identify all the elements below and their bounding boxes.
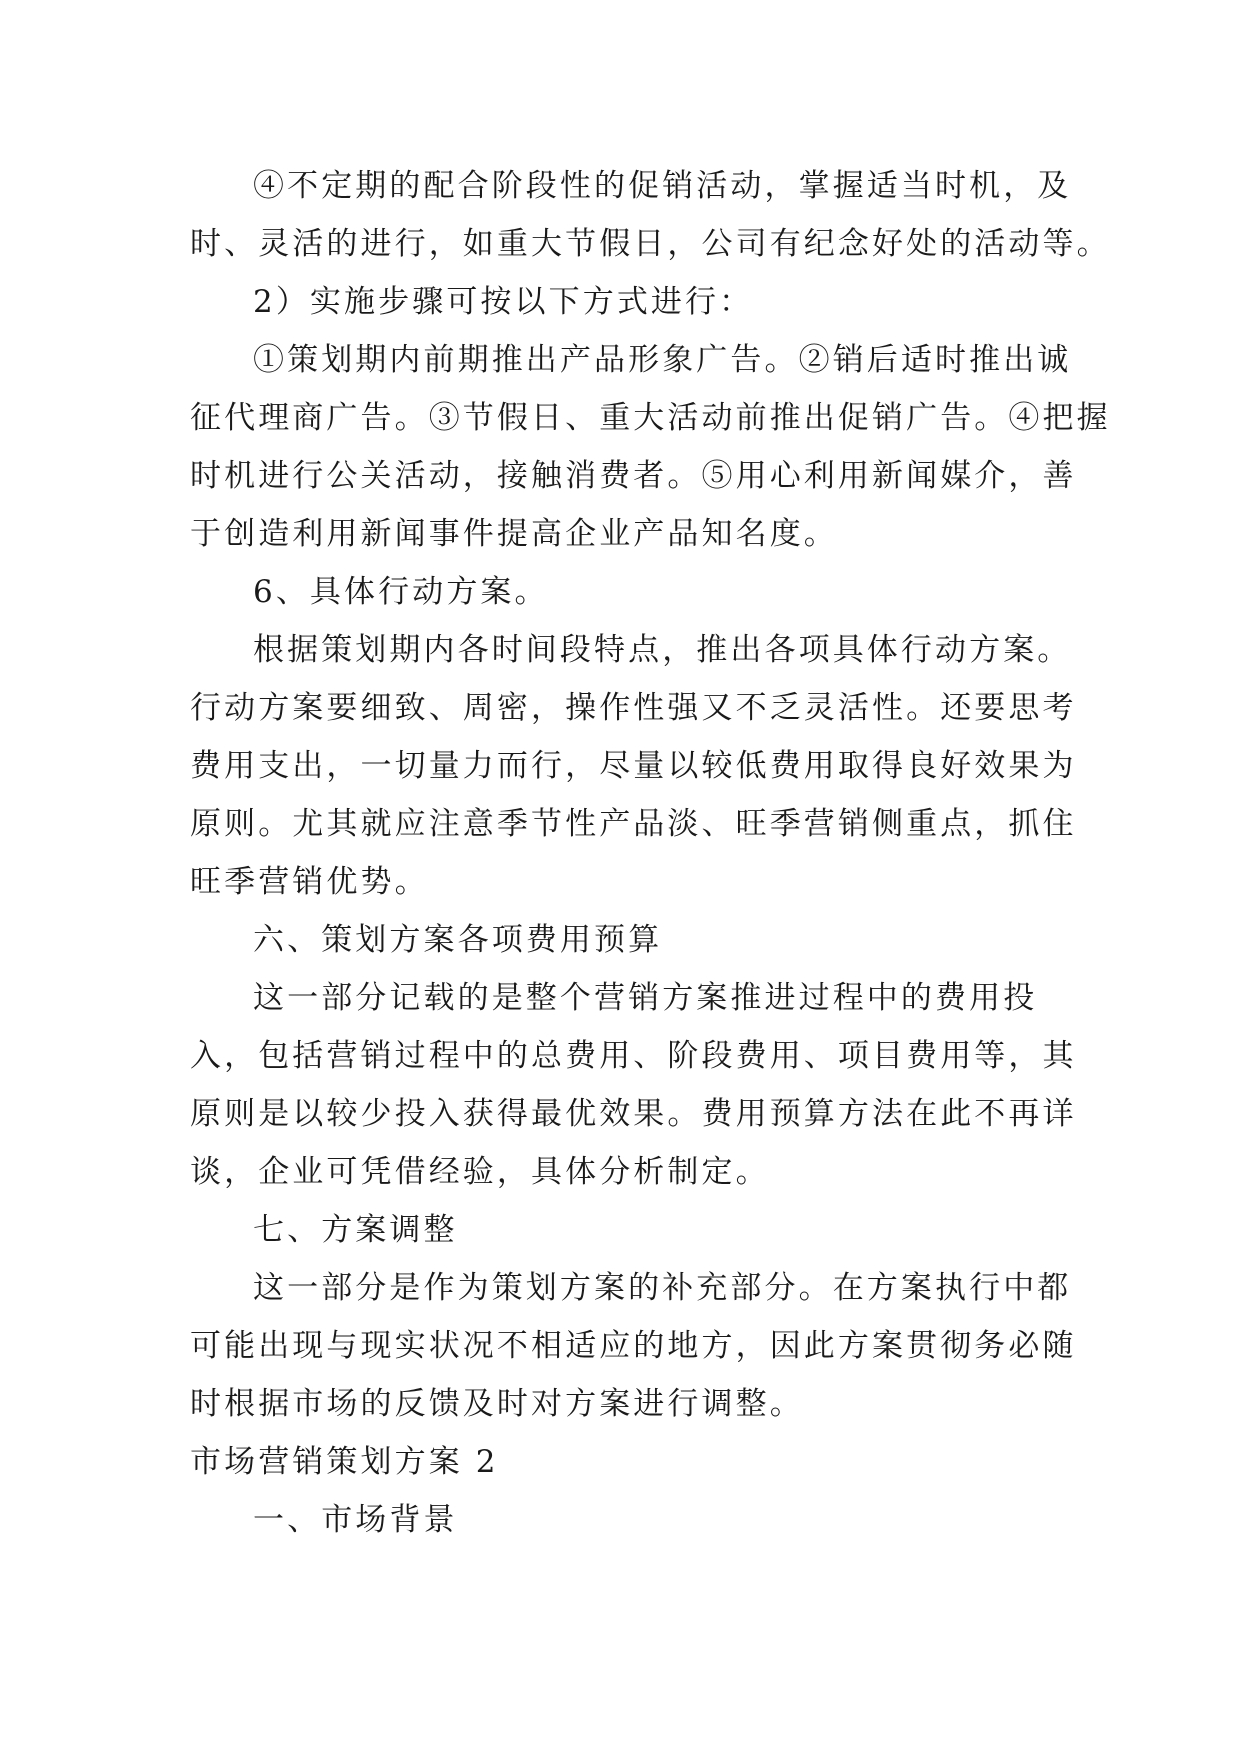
text-line: 2）实施步骤可按以下方式进行： bbox=[253, 284, 754, 320]
text-line: 时、灵活的进行，如重大节假日，公司有纪念好处的活动等。 bbox=[190, 226, 1111, 262]
text-line: 原则。尤其就应注意季节性产品淡、旺季营销侧重点，抓住 bbox=[190, 806, 1077, 842]
text-line: 时根据市场的反馈及时对方案进行调整。 bbox=[190, 1386, 804, 1422]
text-line: 费用支出，一切量力而行，尽量以较低费用取得良好效果为 bbox=[190, 748, 1077, 784]
section-heading: 一、市场背景 bbox=[253, 1502, 458, 1538]
text-line: 这一部分是作为策划方案的补充部分。在方案执行中都 bbox=[253, 1270, 1072, 1306]
section-heading: 六、策划方案各项费用预算 bbox=[253, 922, 663, 958]
text-line: 这一部分记载的是整个营销方案推进过程中的费用投 bbox=[253, 980, 1038, 1016]
text-line: 谈，企业可凭借经验，具体分析制定。 bbox=[190, 1154, 770, 1190]
text-line: 旺季营销优势。 bbox=[190, 864, 429, 900]
section-heading: 七、方案调整 bbox=[253, 1212, 458, 1248]
text-line: 根据策划期内各时间段特点，推出各项具体行动方案。 bbox=[253, 632, 1072, 668]
text-line: 征代理商广告。③节假日、重大活动前推出促销广告。④把握 bbox=[190, 400, 1111, 436]
section-heading: 6、具体行动方案。 bbox=[253, 574, 549, 610]
text-line: 于创造利用新闻事件提高企业产品知名度。 bbox=[190, 516, 838, 552]
text-line: 原则是以较少投入获得最优效果。费用预算方法在此不再详 bbox=[190, 1096, 1077, 1132]
text-line: 行动方案要细致、周密，操作性强又不乏灵活性。还要思考 bbox=[190, 690, 1077, 726]
text-line: ④不定期的配合阶段性的促销活动，掌握适当时机，及 bbox=[253, 168, 1072, 204]
text-line: ①策划期内前期推出产品形象广告。②销后适时推出诚 bbox=[253, 342, 1072, 378]
text-line: 可能出现与现实状况不相适应的地方，因此方案贯彻务必随 bbox=[190, 1328, 1077, 1364]
document-subtitle: 市场营销策划方案 2 bbox=[190, 1444, 499, 1480]
text-line: 时机进行公关活动，接触消费者。⑤用心利用新闻媒介，善 bbox=[190, 458, 1077, 494]
text-line: 入，包括营销过程中的总费用、阶段费用、项目费用等，其 bbox=[190, 1038, 1077, 1074]
